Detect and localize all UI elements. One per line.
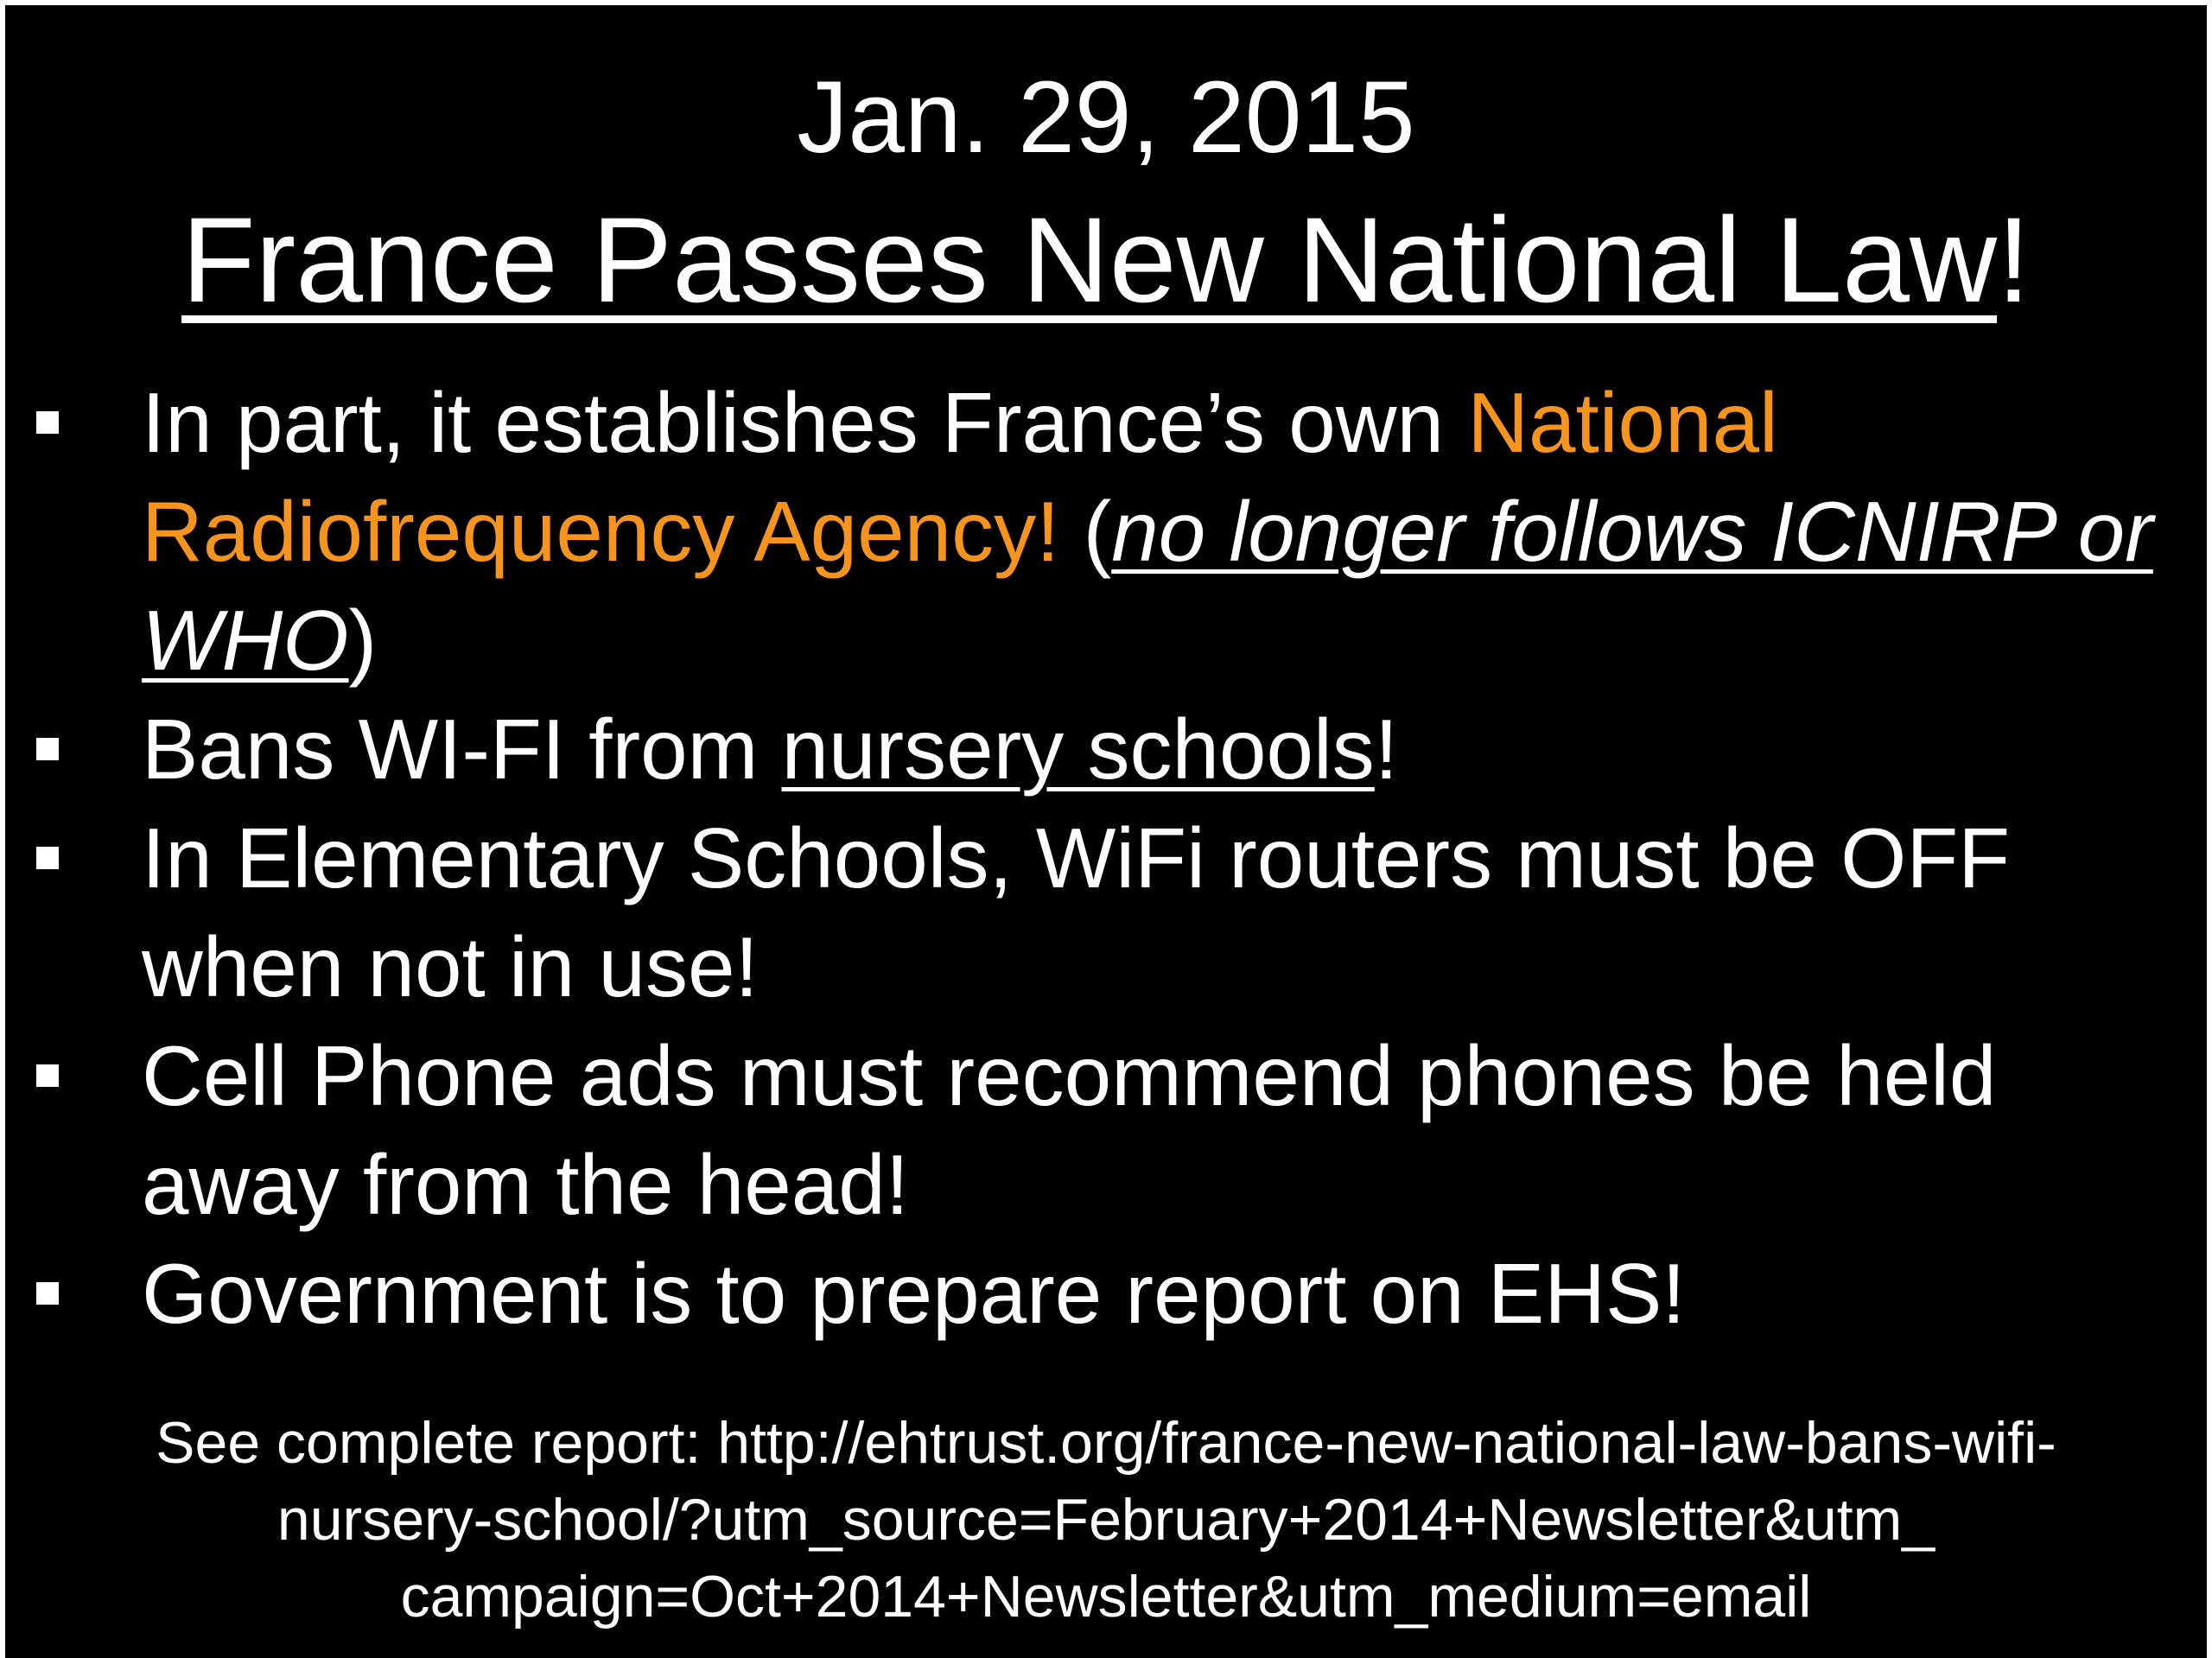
footer-line: See complete report: http://ehtrust.org/france-new-national-law-bans-wifi- [156, 1410, 2056, 1476]
square-bullet-icon [36, 1282, 59, 1305]
bullet-text: In part, it establishes France’s own [142, 375, 1468, 470]
footer-line: campaign=Oct+2014+Newsletter&utm_medium=email [400, 1564, 1812, 1629]
bullet-item [5, 1021, 2207, 1239]
footer-line: nursery-school/?utm_source=February+2014+Newsletter&utm_ [276, 1487, 1936, 1553]
slide-date: Jan. 29, 2015 [797, 60, 1415, 175]
bullet-item [5, 804, 2207, 1021]
source-footer [40, 1405, 2172, 1636]
bullet-text: In Elementary Schools, WiFi routers must be OFF when not in use! [142, 810, 2011, 1014]
square-bullet-icon [36, 1064, 59, 1087]
bullet-item [5, 1239, 2207, 1348]
bullet-item [5, 368, 2207, 695]
bullet-item [5, 695, 2207, 804]
slide-title-exclamation: ! [1997, 192, 2031, 327]
slide [5, 5, 2207, 1658]
bullet-text: ( [1059, 484, 1112, 579]
agency-highlight: National Radiofrequency Agency! [142, 375, 1778, 579]
slide-title-text: France Passes New National Law [181, 192, 1998, 327]
bullet-text: Cell Phone ads must recommend phones be held away from the head! [142, 1028, 1997, 1232]
icnirp-note: no longer follows ICNIRP or WHO [142, 484, 2153, 688]
nursery-schools-emphasis: nursery schools [781, 702, 1375, 797]
bullet-list [5, 368, 2207, 1348]
slide-title [5, 187, 2207, 334]
bullet-text: Government is to prepare report on EHS! [142, 1246, 1686, 1341]
bullet-text: ! [1374, 702, 1399, 797]
bullet-text: ) [348, 593, 378, 688]
square-bullet-icon [36, 847, 59, 869]
square-bullet-icon [36, 738, 59, 760]
square-bullet-icon [36, 411, 59, 434]
bullet-text: Bans WI-FI from [142, 702, 782, 797]
